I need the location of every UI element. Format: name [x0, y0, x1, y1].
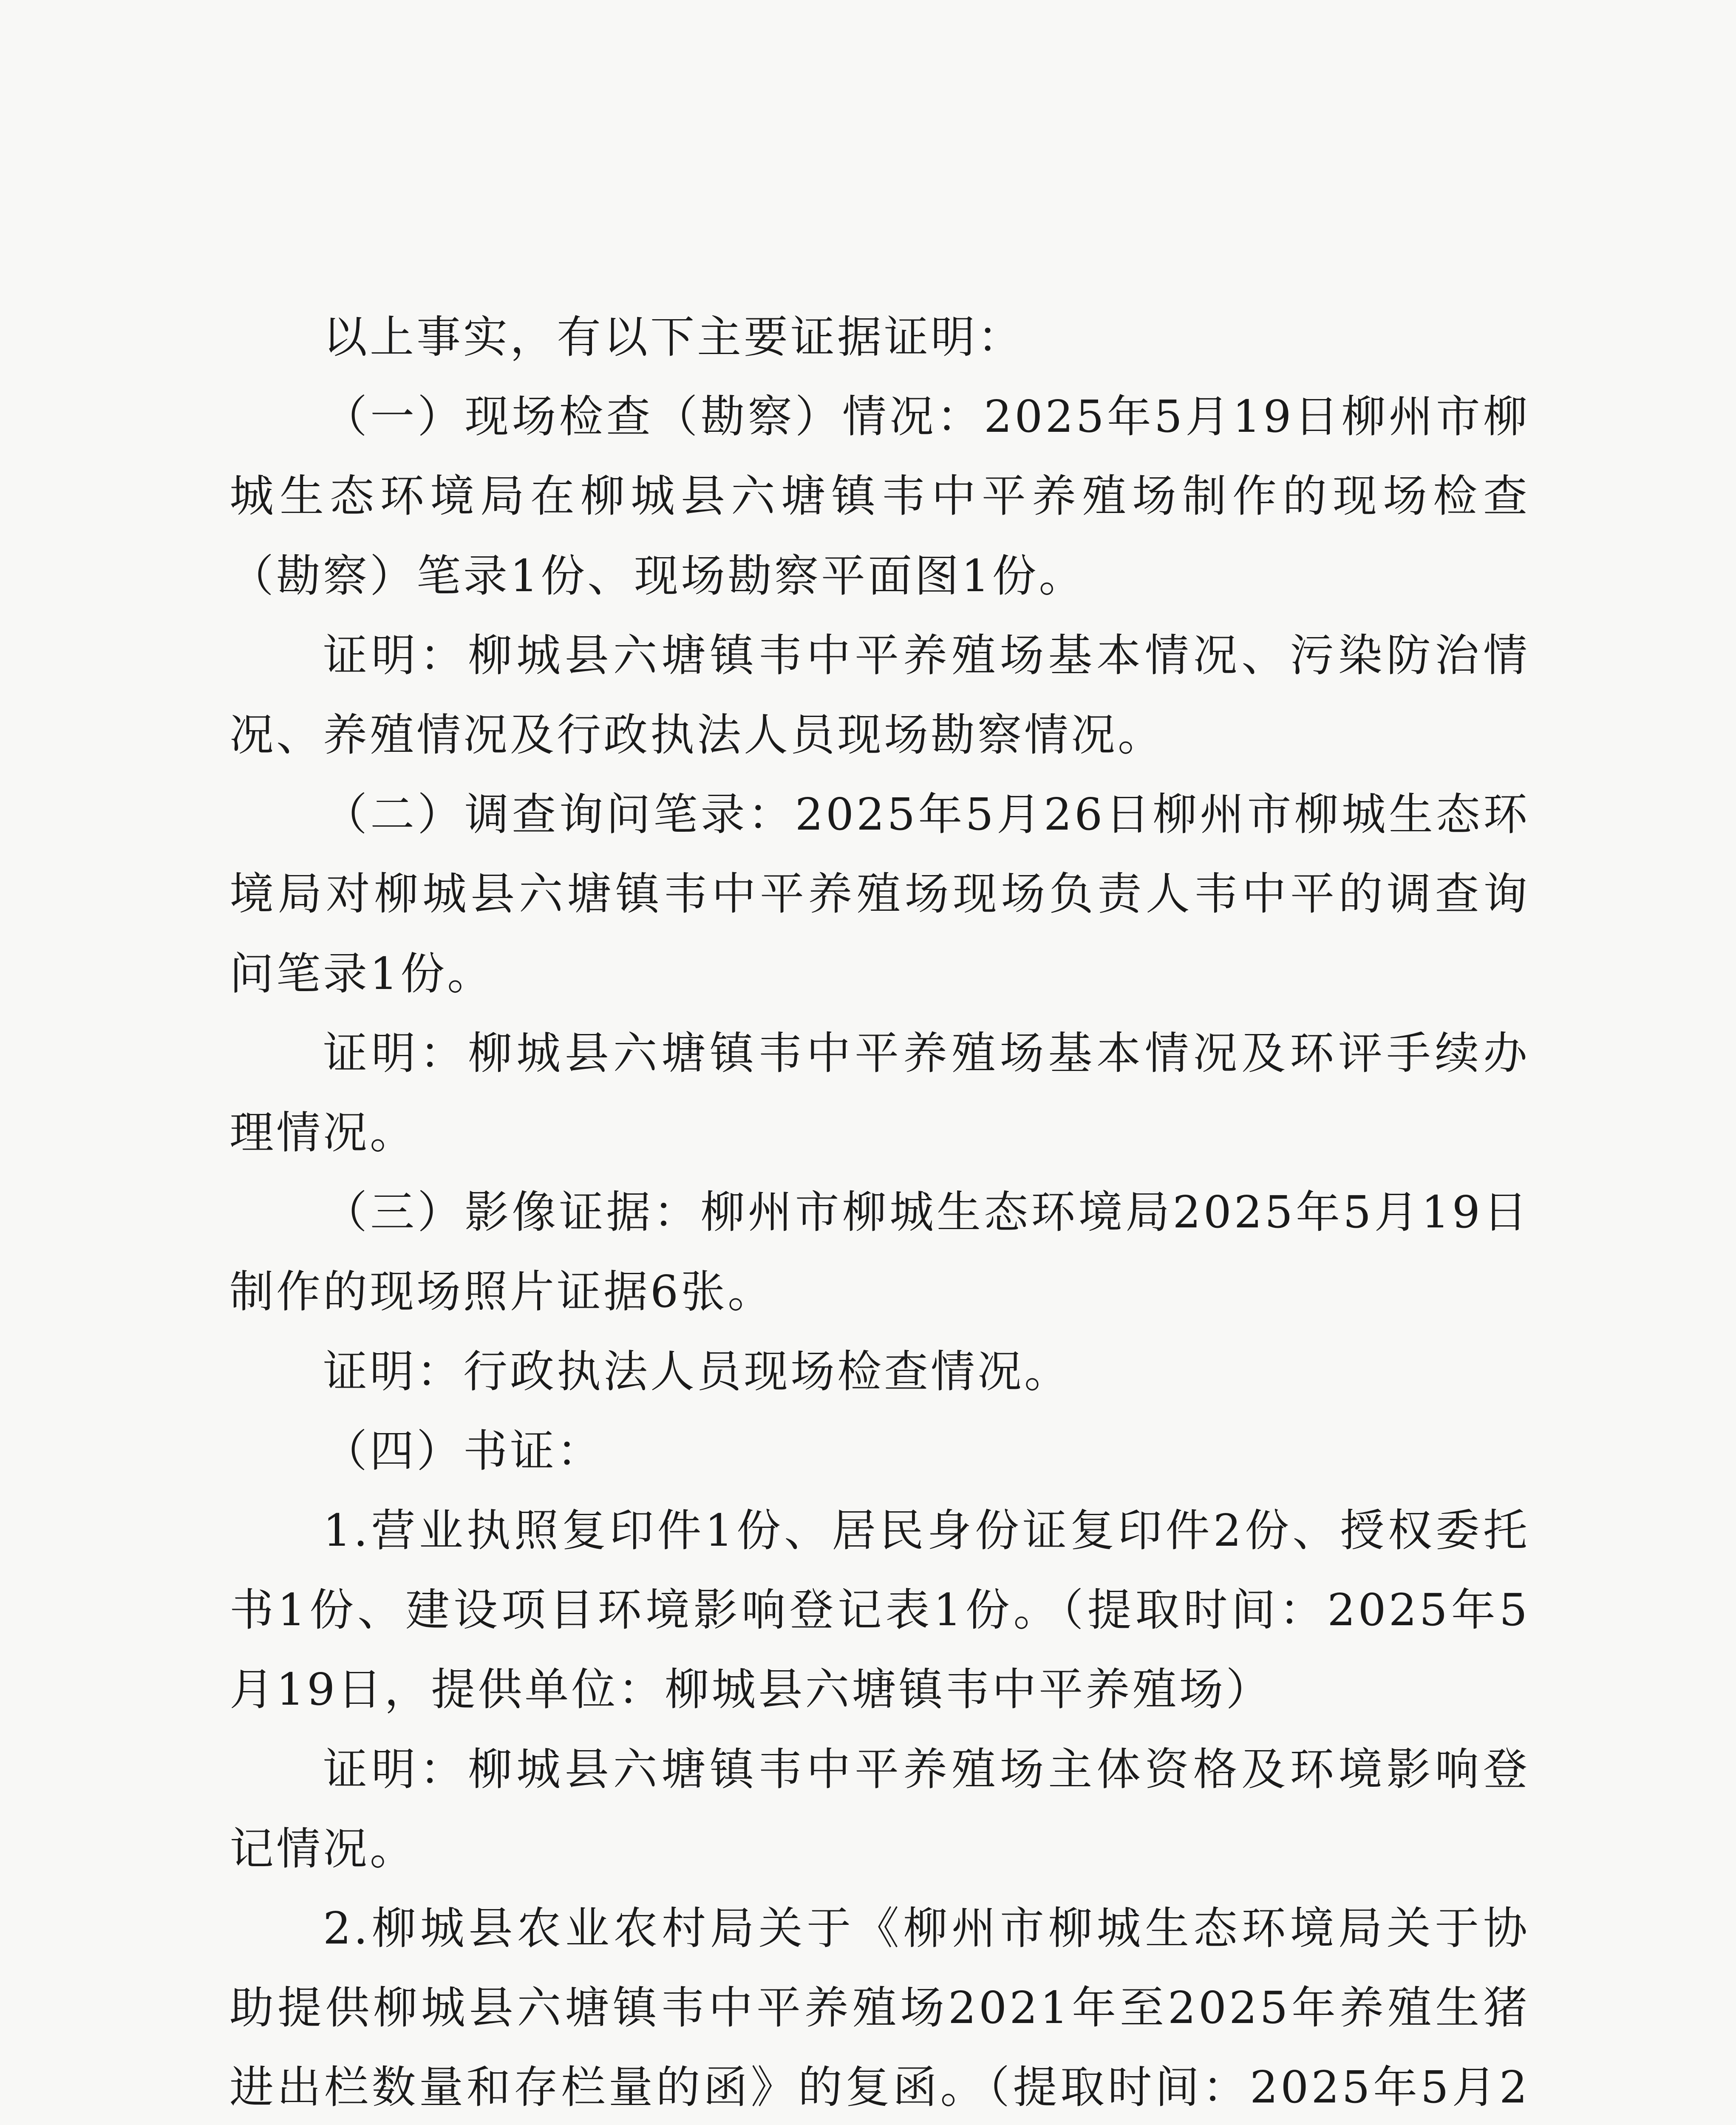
paragraph-evidence-4-heading: （四）书证：: [323, 1425, 604, 1477]
paragraph-proof-3: 证明：行政执法人员现场检查情况。: [323, 1345, 1071, 1397]
paragraph-evidence-1: （一）现场检查（勘察）情况：2025年5月19日柳州市柳城生态环境局在柳城县六塘镇韦中平养殖场制作的现场检查（勘察）笔录1份、现场勘察平面图1份。: [229, 391, 1530, 602]
paragraph-evidence-2: （二）调查询问笔录：2025年5月26日柳州市柳城生态环境局对柳城县六塘镇韦中平养殖场现场负责人韦中平的调查询问笔录1份。: [229, 788, 1530, 1000]
paragraph-evidence-4-item-2: 2.柳城县农业农村局关于《柳州市柳城生态环境局关于协助提供柳城县六塘镇韦中平养殖场2021年至2025年养殖生猪进出栏数量和存栏量的函》的复函。（提取时间：2025年5月2: [229, 1902, 1530, 2114]
document-body: [229, 298, 1530, 2125]
paragraph-proof-1: 证明：柳城县六塘镇韦中平养殖场基本情况、污染防治情况、养殖情况及行政执法人员现场勘察情况。: [229, 629, 1530, 761]
paragraph-proof-2: 证明：柳城县六塘镇韦中平养殖场基本情况及环评手续办理情况。: [229, 1027, 1530, 1159]
paragraph-evidence-3: （三）影像证据：柳州市柳城生态环境局2025年5月19日制作的现场照片证据6张。: [229, 1186, 1530, 1318]
paragraph-intro: 以上事实，有以下主要证据证明：: [323, 311, 1025, 363]
paragraph-proof-4: 证明：柳城县六塘镇韦中平养殖场主体资格及环境影响登记情况。: [229, 1743, 1530, 1875]
paragraph-evidence-4-item-1: 1.营业执照复印件1份、居民身份证复印件2份、授权委托书1份、建设项目环境影响登记表1份。（提取时间：2025年5月19日，提供单位：柳城县六塘镇韦中平养殖场）: [229, 1504, 1530, 1716]
